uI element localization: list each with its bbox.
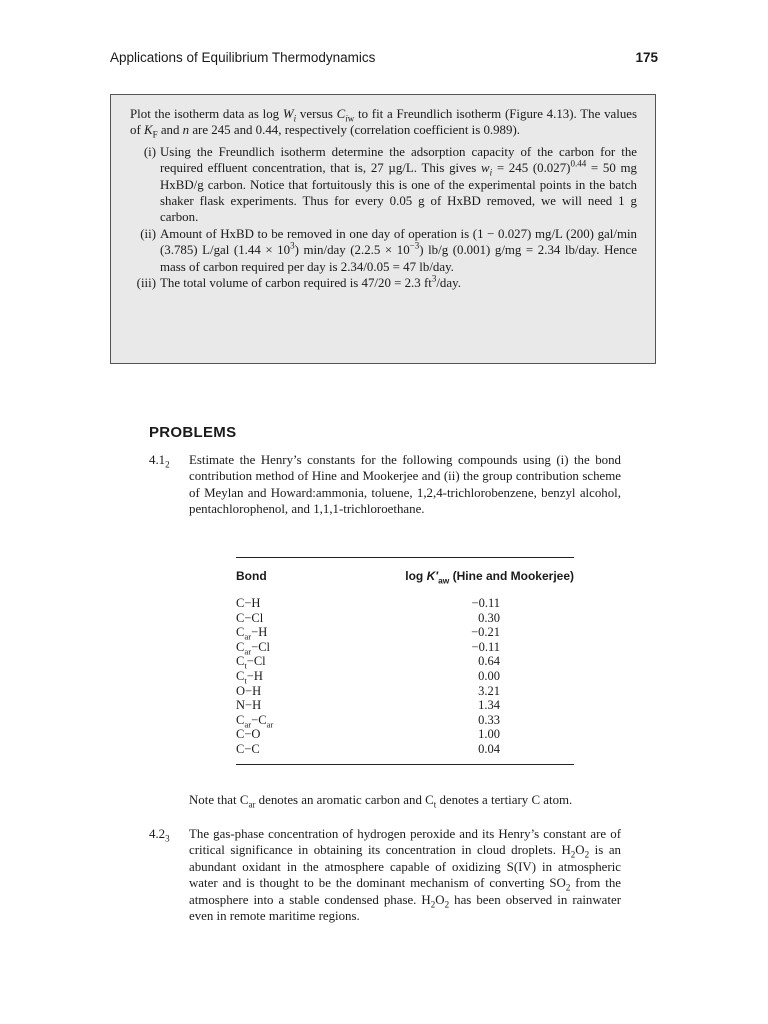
step-text: The total volume of carbon required is 47/20 = 2.3 $ft^3$/day.	[160, 273, 461, 291]
table-note: Note that $C_{ar}$ denotes an aromatic carbon and $C_t$ denotes a tertiary C atom.	[189, 793, 573, 810]
step-text: Using the Freundlich isotherm determine the adsorption capacity of the carbon for the required effluent concentration, that is, 27 µg/L. This gives $w_i = 245$ $(0.027)^{0.44} = 50$ mg HxBD/g carbon. Notice that fortuitously this is one of the experimental points in the batch shaker flask experiments. Thus for every 0.05 g of HxBD removed, we will need 1 g carbon.	[160, 144, 637, 225]
value-cell: 0.30	[478, 610, 500, 625]
bond-cell: C−H	[236, 596, 261, 610]
value-cell: 0.04	[478, 741, 500, 756]
example-intro: Plot the isotherm data as $\log W_i$ versus $C_{iw}$ to fit a Freundlich isotherm (Figure 4.13). The values of $K_F$ and n are 245 and 0.44, respectively (correlation coefficient is 0.989).	[130, 107, 638, 140]
running-title: Applications of Equilibrium Thermodynamics	[110, 50, 376, 65]
column-header-value: $\log K'_{aw}$ (Hine and Mookerjee)	[405, 569, 574, 586]
value-cell: −0.11	[471, 596, 500, 610]
problems-heading: PROBLEMS	[149, 424, 237, 441]
table-row	[236, 727, 574, 742]
bond-cell: $C_{ar}-C_{ar}$	[236, 712, 274, 730]
value-cell: 0.00	[478, 668, 500, 683]
bond-cell: $C_t-Cl$	[236, 654, 266, 671]
problem-text: Estimate the Henry’s constants for the following compounds using (i) the bond contribution method of Hine and Mookerjee and (ii) the group contribution scheme of Meylan and Howard:ammonia, toluene, 1,2,4-trichlorobenzene, benzyl alcohol, pentachlorophenol, and 1,1,1-trichloroethane.	[189, 453, 621, 517]
value-cell: 1.34	[478, 698, 500, 713]
table-row	[236, 611, 574, 626]
value-cell: −0.21	[471, 625, 500, 640]
table-row	[236, 684, 574, 699]
value-cell: −0.11	[471, 639, 500, 654]
bond-cell: C−Cl	[236, 610, 264, 625]
table-row	[236, 640, 574, 655]
example-step	[130, 275, 637, 291]
value-cell: 0.64	[478, 654, 500, 669]
step-number: (ii)	[140, 226, 156, 241]
step-text: Amount of HxBD to be removed in one day of operation is (1 − 0.027) mg/L (200) gal/min (3.785) L/gal $(1.44 \times 10^3)$ min/day $(2.2.5 \times 10^{-3})$ lb/g (0.001) g/mg = 2.34 lb/day. Hence mass of carbon required per day is 2.34/0.05 = 47 lb/day.	[160, 226, 637, 274]
bond-cell: N−H	[236, 698, 262, 713]
example-step	[130, 226, 637, 275]
table-row	[236, 625, 574, 640]
problem-text: The gas-phase concentration of hydrogen peroxide and its Henry’s constant are of critical significance in obtaining its concentration in cloud droplets. $H_2O_2$ is an abundant oxidant in the atmosphere capable of oxidizing S(IV) in atmospheric water and is thought to be the dominant mechanism of converting $SO_2$ from the atmosphere into a stable condensed phase. $H_2O_2$ has been observed in rainwater even in remote maritime regions.	[189, 827, 621, 924]
bond-cell: $C_{ar}-H$	[236, 625, 268, 642]
bond-cell: C−C	[236, 741, 260, 756]
bond-cell: C−O	[236, 727, 261, 742]
table-row	[236, 596, 574, 611]
example-step	[130, 144, 637, 226]
page-number: 175	[635, 50, 658, 65]
problem-number: $4.1_2$	[149, 453, 170, 470]
example-steps	[130, 144, 637, 292]
column-header-bond: Bond	[236, 569, 267, 583]
problem-item	[149, 452, 621, 518]
bond-cell: O−H	[236, 683, 262, 698]
bond-cell: $C_{ar}-Cl$	[236, 639, 271, 657]
problem-number: $4.2_3$	[149, 827, 170, 844]
worked-example-box	[110, 94, 656, 364]
table-row	[236, 713, 574, 728]
value-cell: 0.33	[478, 712, 500, 727]
step-number: (iii)	[136, 276, 156, 291]
bond-contribution-table	[236, 557, 574, 765]
table-row	[236, 698, 574, 713]
table-body	[236, 592, 574, 764]
bond-cell: $C_t-H$	[236, 668, 263, 686]
step-number: (i)	[143, 144, 156, 159]
problem-item	[149, 826, 621, 924]
table-header	[236, 558, 574, 592]
table-row	[236, 742, 574, 757]
running-head	[110, 48, 658, 70]
table-row	[236, 669, 574, 684]
table-row	[236, 654, 574, 669]
value-cell: 1.00	[478, 727, 500, 742]
value-cell: 3.21	[478, 683, 500, 698]
